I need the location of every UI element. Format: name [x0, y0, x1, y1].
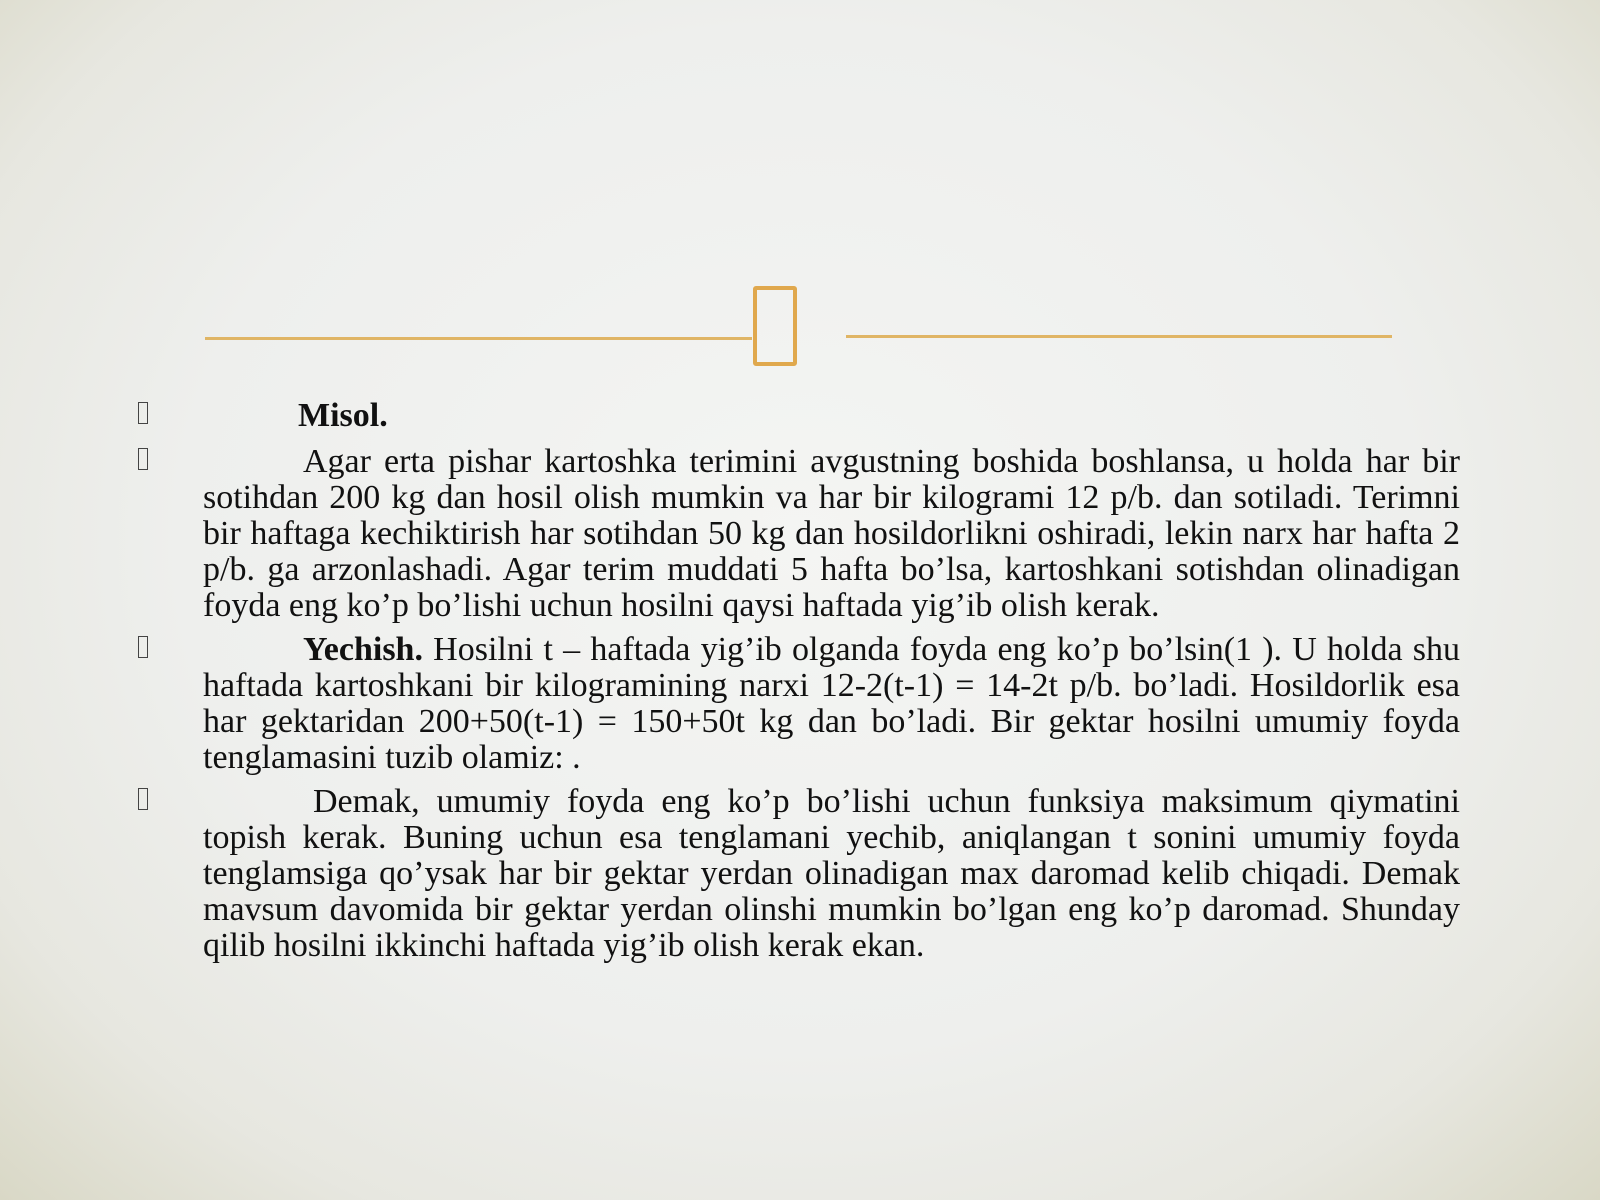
- paragraph-lead: Yechish.: [303, 631, 423, 668]
- paragraph-text: Agar erta pishar kartoshka terimini avgustning boshida boshlansa, u holda har bir sotihdan 200 kg dan hosil olish mumkin va har bir kilogrami 12 p/b. dan sotiladi. Terimni bir haftaga kechiktirish har sotihdan 50 kg dan hosildorlikni oshiradi, lekin narx har hafta 2 p/b. ga arzonlashadi. Agar terim muddati 5 hafta bo’lsa, kartoshkani sotishdan olinadigan foyda eng ko’p bo’lishi uchun hosilni qaysi haftada yig’ib olish kerak.: [203, 443, 1460, 624]
- list-item-problem: [138, 444, 1460, 624]
- paragraph-text: Demak, umumiy foyda eng ko’p bo’lishi uchun funksiya maksimum qiymatini topish kerak. Buning uchun esa tenglamani yechib, aniqlangan t sonini umumiy foyda tenglamsiga qo’ysak har bir gektar yerdan olinadigan max daromad kelib chiqadi. Demak mavsum davomida bir gektar yerdan olinshi mumkin bo’lgan eng ko’p daromad. Shunday qilib hosilni ikkinchi haftada yig’ib olish kerak ekan.: [203, 783, 1460, 964]
- list-item-heading: [138, 398, 1460, 434]
- solution-paragraph: [203, 632, 1460, 776]
- square-bullet-icon: [138, 402, 148, 424]
- title-divider-left: [205, 337, 752, 340]
- list-item-solution: [138, 632, 1460, 776]
- problem-paragraph: [203, 444, 1460, 624]
- square-bullet-icon: [138, 448, 148, 470]
- title-divider-right: [846, 335, 1392, 338]
- conclusion-paragraph: [203, 784, 1460, 964]
- list-item-conclusion: [138, 784, 1460, 964]
- section-heading: Misol.: [298, 397, 388, 434]
- square-bullet-icon: [138, 636, 148, 658]
- ornament-box-icon: [753, 286, 797, 366]
- square-bullet-icon: [138, 788, 148, 810]
- paragraph-text: Hosilni t – haftada yig’ib olganda foyda eng ko’p bo’lsin(1 ). U holda shu haftada kartoshkani bir kilogramining narxi 12-2(t-1) = 14-2t p/b. bo’ladi. Hosildorlik esa har gektaridan 200+50(t-1) = 150+50t kg dan bo’ladi. Bir gektar hosilni umumiy foyda tenglamasini tuzib olamiz: .: [203, 631, 1460, 776]
- content-body: [138, 398, 1460, 972]
